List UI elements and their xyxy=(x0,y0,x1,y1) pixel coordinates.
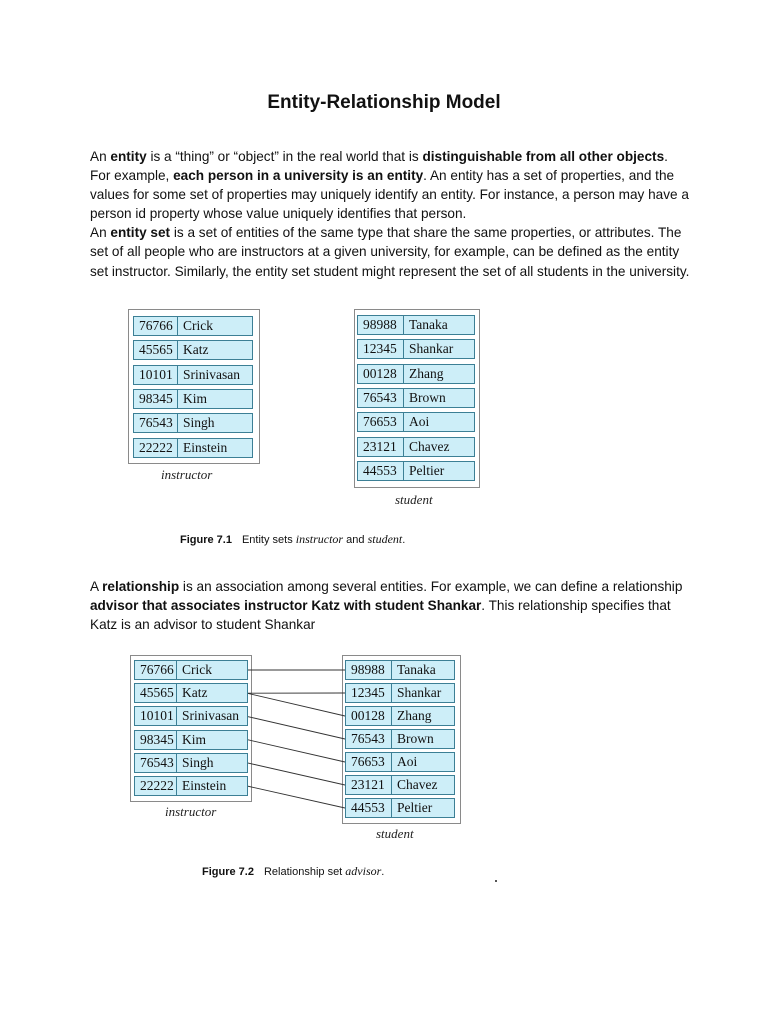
entity-name: Singh xyxy=(183,415,215,431)
text: is a set of entities of the same type that share the same properties, or attributes. The set of all people who are instructors at a given university, for example, can be defined as the entity set instructor. Similarly, the entity set student might represent the set of all students in the university. xyxy=(90,225,690,279)
entity-id: 00128 xyxy=(346,707,392,725)
entity-id: 23121 xyxy=(346,776,392,794)
entity-id: 98345 xyxy=(135,731,177,749)
page-title: Entity-Relationship Model xyxy=(267,92,501,113)
entity-row xyxy=(345,775,455,795)
entity-name: Kim xyxy=(183,390,208,406)
entity-id: 76543 xyxy=(358,389,404,407)
caption-text: Relationship set xyxy=(263,866,346,878)
figure-caption xyxy=(202,864,384,879)
entity-name: Singh xyxy=(182,754,214,770)
text: is a “thing” or “object” in the real world that is xyxy=(146,149,423,164)
bold-term-entity-set: entity set xyxy=(110,225,171,241)
text: . For example, xyxy=(90,149,668,184)
advisor-link-line xyxy=(247,693,345,716)
bold-phrase: advisor that associates instructor Katz with student Shankar xyxy=(90,598,482,614)
instructor-set-label: instructor xyxy=(161,467,213,482)
entity-name: Shankar xyxy=(397,685,442,700)
entity-id: 76543 xyxy=(346,730,392,748)
entity-name: Chavez xyxy=(397,777,438,792)
entity-name: Einstein xyxy=(182,778,227,793)
text: An xyxy=(90,149,111,164)
entity-name: Crick xyxy=(183,318,213,333)
entity-name: Aoi xyxy=(409,414,430,430)
entity-row xyxy=(134,660,248,680)
entity-row xyxy=(345,729,455,749)
bold-term-relationship: relationship xyxy=(102,579,180,594)
entity-row xyxy=(345,798,455,818)
instructor-set-label: instructor xyxy=(165,804,217,819)
entity-id: 98345 xyxy=(134,390,178,408)
caption-text: Entity sets xyxy=(241,534,296,546)
entity-id: 98988 xyxy=(358,316,404,334)
entity-name: Chavez xyxy=(409,438,450,454)
entity-name: Peltier xyxy=(409,462,445,478)
caption-italic: instructor xyxy=(295,532,344,546)
entity-id: 76766 xyxy=(135,661,177,679)
entity-id: 22222 xyxy=(134,439,178,457)
entity-name: Tanaka xyxy=(409,317,448,332)
advisor-link-line xyxy=(247,740,345,762)
entity-id: 76543 xyxy=(134,414,178,432)
entity-id: 45565 xyxy=(134,341,178,359)
entity-row xyxy=(345,683,455,703)
entity-row xyxy=(134,730,248,750)
entity-name: Shankar xyxy=(409,341,454,357)
caption-text: . xyxy=(402,534,406,546)
entity-id: 76543 xyxy=(135,754,177,772)
entity-name: Zhang xyxy=(409,365,444,381)
entity-id: 22222 xyxy=(135,777,177,795)
advisor-link-line xyxy=(247,786,345,808)
entity-name: Tanaka xyxy=(397,662,436,677)
entity-name: Srinivasan xyxy=(183,366,240,382)
advisor-link-line xyxy=(247,763,345,785)
entity-row xyxy=(134,706,248,726)
text: A xyxy=(90,579,103,594)
bold-phrase: distinguishable from all other objects xyxy=(422,149,665,164)
entity-row xyxy=(134,776,248,796)
entity-id: 98988 xyxy=(346,661,392,679)
entity-name: Katz xyxy=(182,685,208,701)
entity-name: Srinivasan xyxy=(182,708,239,724)
text: . An entity has a set of properties, and the values for some set of properties may uniquely identify an entity. For instance, a person may have a person id property whose value uniquely identifies that person. xyxy=(90,168,689,222)
entity-row xyxy=(134,683,248,703)
caption-italic: student xyxy=(367,532,403,546)
bold-term-entity: entity xyxy=(110,149,147,164)
entity-name: Brown xyxy=(397,731,434,746)
entity-id: 10101 xyxy=(135,707,177,725)
entity-id: 76653 xyxy=(346,753,392,771)
bold-phrase: each person in a university is an entity xyxy=(173,168,424,184)
text: . This relationship specifies that Katz is an advisor to student Shankar xyxy=(90,598,671,633)
entity-id: 12345 xyxy=(358,340,404,358)
stray-mark xyxy=(495,880,497,882)
entity-id: 12345 xyxy=(346,684,392,702)
entity-row xyxy=(134,753,248,773)
figure-number: Figure 7.1 xyxy=(180,534,232,546)
entity-id: 44553 xyxy=(346,799,392,817)
entity-name: Zhang xyxy=(397,708,432,723)
student-set-label: student xyxy=(376,826,414,841)
entity-id: 76653 xyxy=(358,413,404,431)
entity-name: Kim xyxy=(182,731,207,747)
entity-name: Einstein xyxy=(183,439,228,455)
entity-name: Katz xyxy=(183,342,209,358)
entity-id: 23121 xyxy=(358,438,404,456)
figure-number: Figure 7.2 xyxy=(202,866,254,878)
entity-id: 45565 xyxy=(135,684,177,702)
entity-name: Aoi xyxy=(397,754,418,769)
entity-id: 00128 xyxy=(358,365,404,383)
entity-row xyxy=(345,706,455,726)
caption-text: and xyxy=(343,534,368,546)
student-set-label: student xyxy=(395,492,433,507)
text: is an association among several entities. For example, we can define a relationship xyxy=(179,579,683,594)
text: An xyxy=(90,225,111,241)
entity-name: Crick xyxy=(182,662,212,677)
entity-row xyxy=(345,752,455,772)
entity-name: Brown xyxy=(409,389,446,405)
caption-text: . xyxy=(381,866,385,878)
entity-id: 76766 xyxy=(134,317,178,335)
entity-id: 10101 xyxy=(134,366,178,384)
entity-id: 44553 xyxy=(358,462,404,480)
advisor-link-line xyxy=(247,716,345,739)
entity-row xyxy=(345,660,455,680)
entity-name: Peltier xyxy=(397,800,433,815)
caption-italic: advisor xyxy=(345,864,382,878)
